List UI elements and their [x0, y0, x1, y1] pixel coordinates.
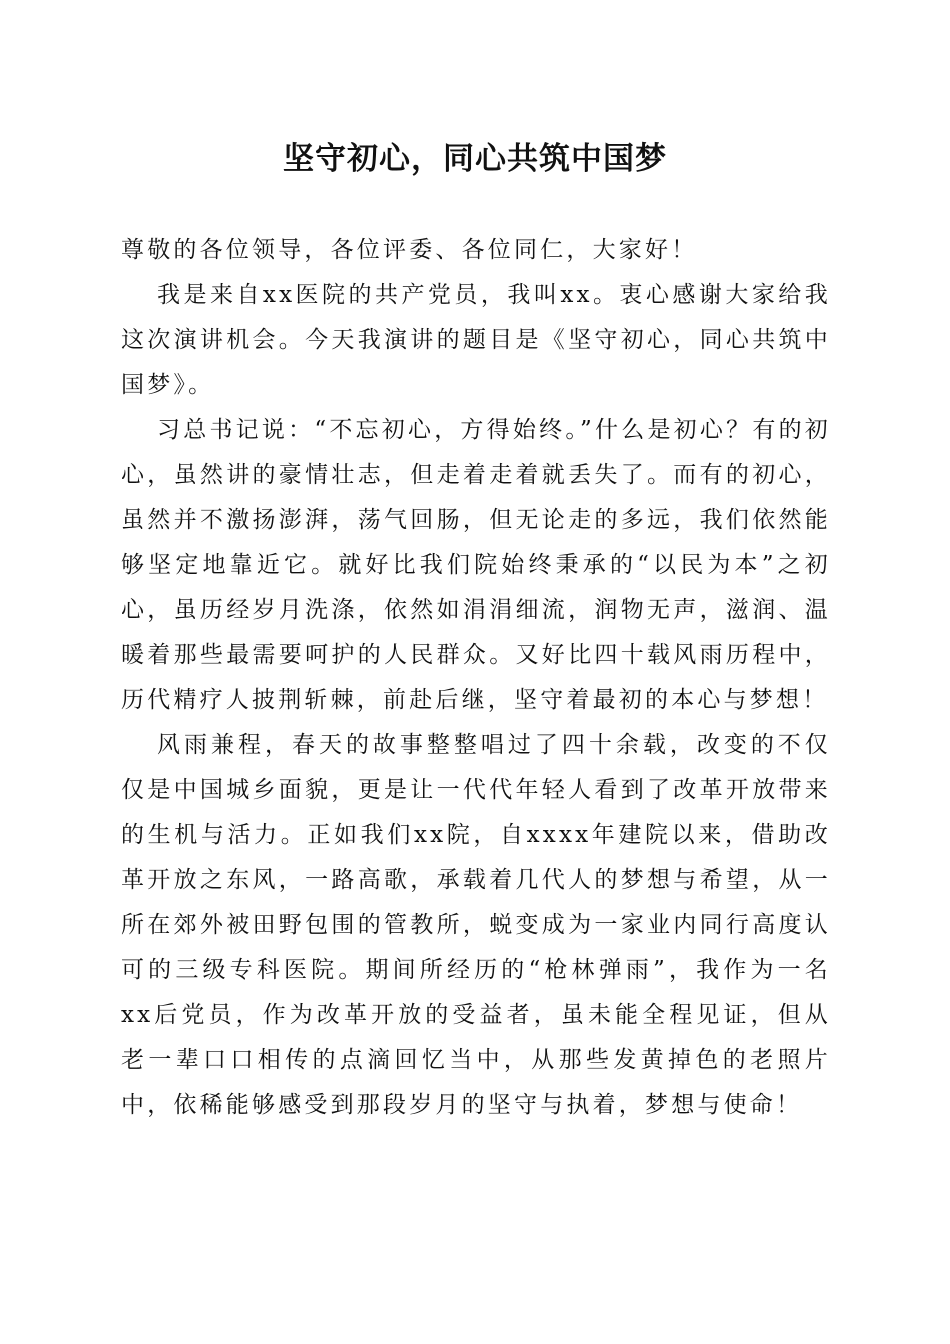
- salutation-paragraph: 尊敬的各位领导，各位评委、各位同仁，大家好！: [121, 237, 698, 263]
- document-title: 坚守初心，同心共筑中国梦: [283, 141, 667, 177]
- reform-paragraph: 风雨兼程，春天的故事整整唱过了四十余载，改变的不仅仅是中国城乡面貌，更是让一代代年轻人看到了改革开放带来的生机与活力。正如我们xx院，自xxxx年建院以来，借助改革开放之东风，一路高歌，承载着几代人的梦想与希望，从一所在郊外被田野包围的管教所，蜕变成为一家业内同行高度认可的三级专科医院。期间所经历的“枪林弹雨”，我作为一名xx后党员，作为改革开放的受益者，虽未能全程见证，但从老一辈口口相传的点滴回忆当中，从那些发黄掉色的老照片中，依稀能够感受到那段岁月的坚守与执着，梦想与使命！: [121, 732, 831, 1118]
- intro-paragraph: 我是来自xx医院的共产党员，我叫xx。衷心感谢大家给我这次演讲机会。今天我演讲的题目是《坚守初心，同心共筑中国梦》。: [121, 282, 831, 398]
- document-body: [121, 228, 831, 1128]
- original-aspiration-paragraph: 习总书记说：“不忘初心，方得始终。”什么是初心？有的初心，虽然讲的豪情壮志，但走着走着就丢失了。而有的初心，虽然并不激扬澎湃，荡气回肠，但无论走的多远，我们依然能够坚定地靠近它。就好比我们院始终秉承的“以民为本”之初心，虽历经岁月洗涤，依然如涓涓细流，润物无声，滋润、温暖着那些最需要呵护的人民群众。又好比四十载风雨历程中，历代精疗人披荆斩棘，前赴后继，坚守着最初的本心与梦想！: [121, 417, 831, 713]
